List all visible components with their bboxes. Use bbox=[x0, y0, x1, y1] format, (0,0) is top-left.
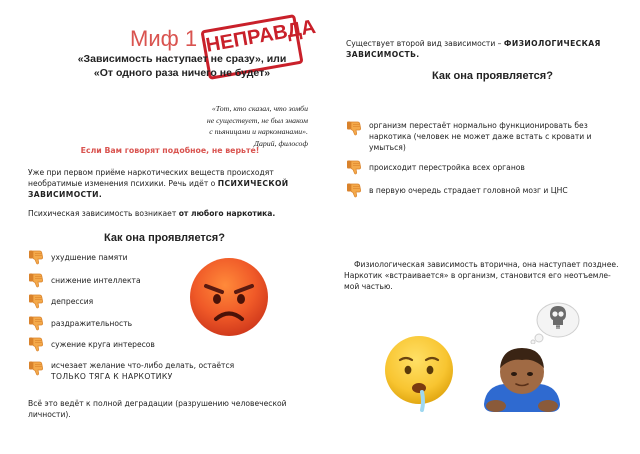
thumbs-down-icon bbox=[346, 159, 362, 175]
list-item bbox=[28, 336, 155, 352]
epigraph-author: Дарий, философ bbox=[254, 138, 308, 148]
drooling-face-icon bbox=[382, 334, 456, 414]
quote-line-1: «Зависимость наступает не сразу», или bbox=[77, 53, 287, 65]
section-heading: Как она проявляется? bbox=[432, 70, 553, 82]
paragraph-emphasis: ФИЗИОЛОГИЧЕСКАЯ ЗАВИСИМОСТЬ. bbox=[346, 39, 601, 59]
angry-face-icon bbox=[188, 256, 270, 338]
list-item bbox=[28, 249, 128, 265]
list-item bbox=[28, 293, 93, 309]
paragraph-psychic bbox=[28, 167, 293, 200]
list-item bbox=[28, 272, 141, 288]
paragraph-physiological bbox=[346, 38, 624, 60]
symptom-text: раздражительность bbox=[51, 319, 133, 328]
paragraph-emphasis: от любого наркотика. bbox=[178, 209, 276, 218]
symptom-text-part: исчезает желание что-либо делать, остаётся bbox=[51, 361, 235, 370]
thumbs-down-icon bbox=[28, 315, 44, 331]
symptom-text: депрессия bbox=[51, 297, 94, 306]
epigraph-line: с пьяницами и наркоманами». bbox=[209, 127, 308, 136]
person-bowing-icon bbox=[480, 340, 564, 414]
paragraph-any-drug bbox=[28, 208, 293, 219]
epigraph-line: «Тот, кто сказал, что зомби bbox=[211, 104, 308, 113]
paragraph-text: Уже при первом приёме наркотических веществ происходят необратимые изменения психики. Речь идёт о bbox=[28, 168, 274, 188]
list-item bbox=[28, 360, 234, 382]
symptom-text: в первую очередь страдает головной мозг и ЦНС bbox=[369, 186, 568, 195]
thumbs-down-icon bbox=[28, 249, 44, 265]
list-item bbox=[346, 182, 616, 198]
paragraph-emphasis: ПСИХИЧЕСКОЙ ЗАВИСИМОСТИ. bbox=[28, 179, 289, 199]
epigraph bbox=[150, 103, 308, 149]
section-heading: Как она проявляется? bbox=[104, 232, 225, 244]
conclusion-text: Всё это ведёт к полной деградации (разрушению человеческой личности). bbox=[28, 399, 287, 419]
symptom-emphasis: ТОЛЬКО ТЯГА К НАРКОТИКУ bbox=[51, 372, 173, 381]
symptom-text: организм перестаёт нормально функционировать без наркотика (человек не может даже встать с кровати и умыться) bbox=[369, 121, 592, 152]
symptom-text: происходит перестройка всех органов bbox=[369, 163, 525, 172]
myth-title: Миф 1 bbox=[130, 26, 198, 51]
symptom-text: снижение интеллекта bbox=[51, 276, 141, 285]
paragraph-text: Существует второй вид зависимости – bbox=[346, 39, 504, 48]
symptom-text: сужение круга интересов bbox=[51, 340, 155, 349]
skull-thought-icon bbox=[530, 300, 582, 344]
list-item bbox=[346, 159, 616, 175]
list-item bbox=[346, 120, 616, 153]
myth-quote bbox=[62, 52, 302, 80]
epigraph-line: не существует, не был знаком bbox=[206, 115, 308, 125]
thumbs-down-icon bbox=[28, 293, 44, 309]
thumbs-down-icon bbox=[28, 360, 44, 376]
symptom-text: ухудшение памяти bbox=[51, 253, 128, 262]
thumbs-down-icon bbox=[346, 182, 362, 198]
list-item bbox=[28, 315, 132, 331]
thumbs-down-icon bbox=[28, 336, 44, 352]
thumbs-down-icon bbox=[346, 120, 362, 136]
right-page bbox=[320, 0, 640, 454]
thumbs-down-icon bbox=[28, 272, 44, 288]
quote-line-2: «От одного раза ничего не будет» bbox=[93, 67, 271, 79]
physiology-note: Физиологическая зависимость вторична, она наступает позднее. Наркотик «встраивается» в организм, становится его неотъемле-мой частью. bbox=[344, 260, 619, 291]
warning-text: Если Вам говорят подобное, не верьте! bbox=[80, 146, 260, 155]
paragraph-text: Психическая зависимость возникает bbox=[28, 209, 179, 218]
stamp-text: НЕПРАВДА bbox=[204, 15, 318, 57]
symptom-text bbox=[51, 360, 234, 382]
